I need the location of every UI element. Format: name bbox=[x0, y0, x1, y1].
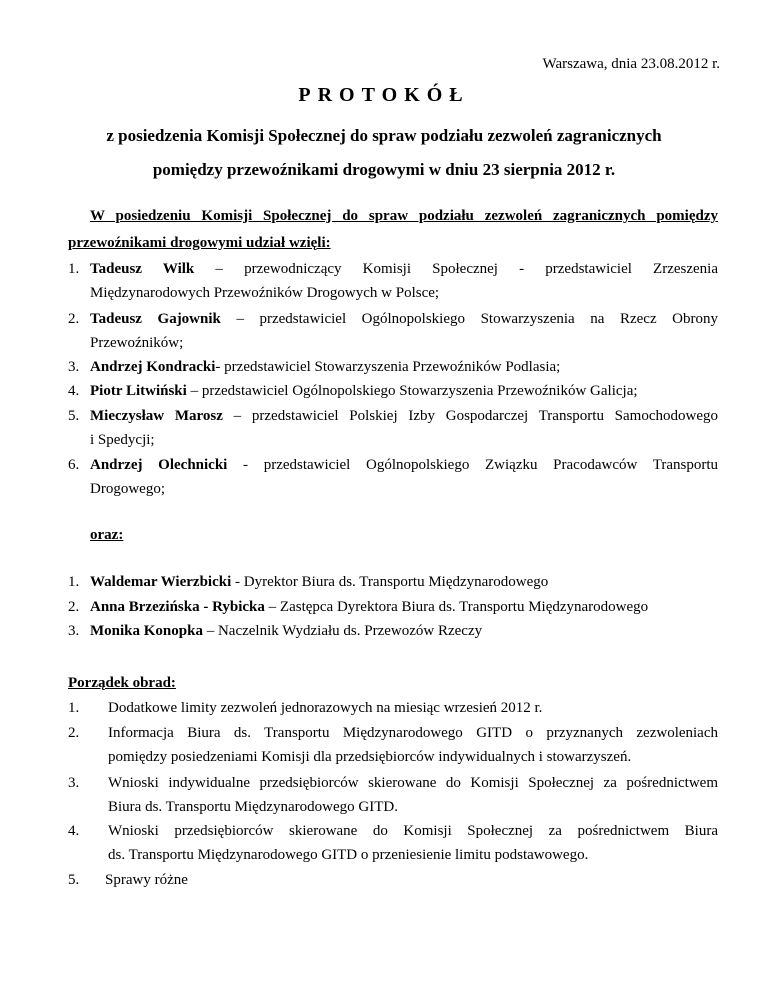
participant-line: Andrzej Kondracki- przedstawiciel Stowarzyszenia Przewoźników Podlasia; bbox=[90, 359, 561, 375]
attendee-name: Anna Brzezińska - Rybicka bbox=[90, 599, 265, 615]
document-date: Warszawa, dnia 23.08.2012 r. bbox=[542, 56, 720, 72]
participant-name: Andrzej Olechnicki bbox=[90, 457, 228, 473]
participant-name: Andrzej Kondracki bbox=[90, 359, 216, 375]
participant-line: Mieczysław Marosz – przedstawiciel Polskiej Izby Gospodarczej Transportu Samochodowego bbox=[90, 408, 719, 424]
oraz-heading: oraz: bbox=[90, 527, 124, 543]
participant-name: Piotr Litwiński bbox=[90, 383, 187, 399]
document-subtitle-line1: z posiedzenia Komisji Społecznej do spraw podziału zezwoleń zagranicznych bbox=[106, 126, 662, 145]
intro-line2: przewoźnikami drogowymi udział wzięli: bbox=[68, 235, 331, 251]
participant-name: Tadeusz Gajownik bbox=[90, 311, 221, 327]
attendee-name: Monika Konopka bbox=[90, 623, 203, 639]
attendee-name: Waldemar Wierzbicki bbox=[90, 574, 232, 590]
participant-line: Andrzej Olechnicki - przedstawiciel Ogólnopolskiego Związku Pracodawców Transportu bbox=[90, 457, 719, 473]
participant-name: Tadeusz Wilk bbox=[90, 261, 195, 277]
participant-line: Tadeusz Wilk – przewodniczący Komisji Społecznej - przedstawiciel Zrzeszenia bbox=[90, 261, 718, 277]
agenda-heading: Porządek obrad: bbox=[68, 675, 176, 691]
intro-line1: W posiedzeniu Komisji Społecznej do spraw podziału zezwoleń zagranicznych pomiędzy bbox=[90, 208, 718, 224]
participant-line: Tadeusz Gajownik – przedstawiciel Ogólnopolskiego Stowarzyszenia na Rzecz Obrony bbox=[90, 311, 718, 327]
participant-name: Mieczysław Marosz bbox=[90, 408, 223, 424]
document-subtitle-line2: pomiędzy przewoźnikami drogowymi w dniu 23 sierpnia 2012 r. bbox=[152, 160, 616, 179]
document-title: PROTOKÓŁ bbox=[298, 84, 470, 106]
participant-line: Piotr Litwiński – przedstawiciel Ogólnopolskiego Stowarzyszenia Przewoźników Galicja; bbox=[90, 383, 638, 399]
